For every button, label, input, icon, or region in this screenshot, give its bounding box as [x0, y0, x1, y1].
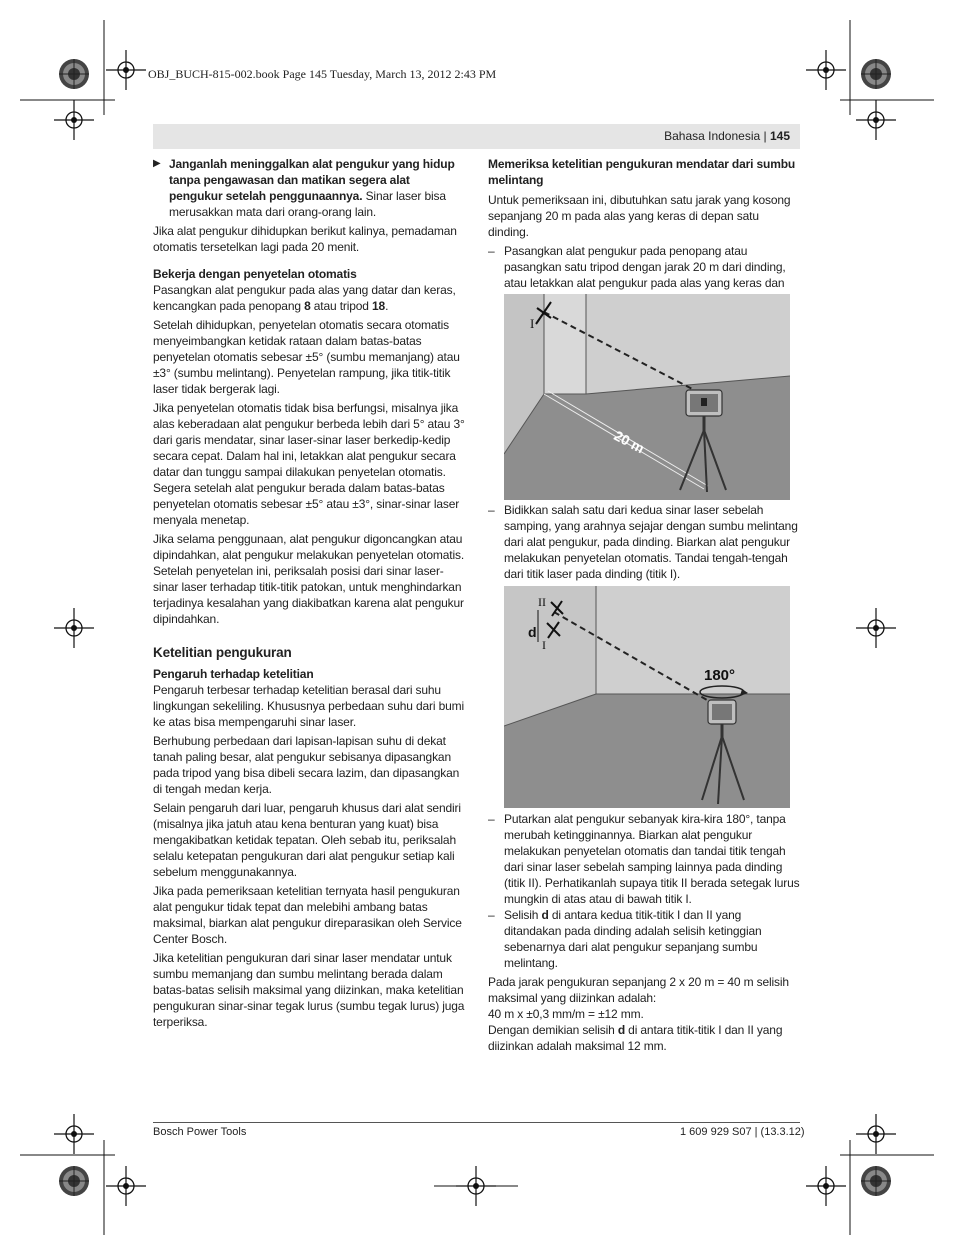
header-separator: | [760, 129, 770, 143]
triangle-bullet-icon: ▶ [153, 158, 161, 169]
auto-leveling-para-2: Setelah dihidupkan, penyetelan otomatis secara otomatis menyeimbangkan ketidak rataan dalam batas-batas penyetelan otomatis sebesar ±5° (sumbu memanjang) atau ±3° (sumbu melintang). Penyetelan rampung, jika titik-titik laser tidak bergerak lagi. [153, 318, 460, 396]
influence-heading: Pengaruh terhadap ketelitian [153, 667, 314, 681]
footer-brand: Bosch Power Tools [153, 1126, 247, 1138]
auto-off-paragraph: Jika alat pengukur dihidupkan berikut kalinya, pemadaman otomatis tersetelkan lagi pada 20 menit. [153, 224, 457, 254]
influence-para-1: Pengaruh terbesar terhadap ketelitian berasal dari suhu lingkungan sekeliling. Khususnya perbedaan suhu dari bumi ke atas bisa mempengaruhi sinar laser. [153, 683, 464, 729]
step-3: – Putarkan alat pengukur sebanyak kira-kira 180°, tanpa merubah ketingginannya. Biarkan alat pengukur melakukan penyetelan otomatis dan tandai titik tengah dari sinar laser sebelah samping lainnya pada dinding (titik II). Perhatikanlah supaya titik II berada setegak lurus mungkin di atas atau di bawah titik I. [488, 812, 800, 906]
auto-leveling-heading: Bekerja dengan penyetelan otomatis [153, 267, 357, 281]
fig2-point-lower: I [542, 638, 546, 652]
influence-para-3: Selain pengaruh dari luar, pengaruh khusus dari alat sendiri (misalnya jika jatuh atau kena benturan yang kuat) bisa mengakibatkan ketidak tepatan. Oleh sebab itu, periksalah selalu ketepatan pengukuran dari alat pengukur setiap kali sebelum menggunakannya. [153, 801, 461, 879]
deviation-para-2: 40 m x ±0,3 mm/m = ±12 mm. [488, 1007, 644, 1021]
step-1: – Pasangkan alat pengukur pada penopang atau pasangkan satu tripod dengan jarak 20 m dari dinding, atau letakkan alat pengukur pada alas yang keras dan [488, 244, 786, 290]
auto-leveling-para-4: Jika selama penggunaan, alat pengukur digoncangkan atau dipindahkan, alat pengukur melakukan penyetelan otomatis. Setelah penyetelan ini, periksalah posisi dari sinar laser-sinar laser terhadap titik-titik patokan, untuk menghindarkan terjadinya kesalahan yang diakibatkan karena alat pengukur dipindahkan. [153, 532, 464, 626]
figure-distance-setup [504, 294, 790, 500]
step-2: – Bidikkan salah satu dari kedua sinar laser sebelah samping, yang arahnya sejajar dengan sumbu melintang dari alat pengukur, pada dinding. Biarkan alat pengukur melakukan penyetelan otomatis. Tandai tengah-tengah dari titik laser pada dinding (titik I). [488, 503, 798, 581]
right-column-top [488, 156, 800, 310]
fig2-diff-label: d [528, 624, 537, 640]
figure-rotation-check [504, 586, 790, 808]
step-4: – Selisih d di antara kedua titik-titik I dan II yang ditandakan pada dinding adalah selisih ketinggian sebenarnya dari alat pengukur sepanjang sumbu melintang. [488, 908, 762, 970]
right-column-middle [488, 502, 800, 585]
print-info: OBJ_BUCH-815-002.book Page 145 Tuesday, March 13, 2012 2:43 PM [148, 67, 497, 81]
footer-rule [153, 1122, 800, 1123]
check-heading: Memeriksa ketelitian pengukuran mendatar dari sumbu melintang [488, 157, 796, 187]
header-text [664, 129, 790, 143]
left-column [153, 156, 465, 1033]
auto-leveling-para-1: Pasangkan alat pengukur pada alas yang datar dan keras, kencangkan pada penopang 8 atau tripod 18. [153, 283, 456, 313]
page-number: 145 [769, 129, 790, 143]
deviation-para-3: Dengan demikian selisih d di antara titik-titik I dan II yang diizinkan adalah maksimal 12 mm. [488, 1023, 783, 1053]
deviation-para-1: Pada jarak pengukuran sepanjang 2 x 20 m = 40 m selisih maksimal yang diizinkan adalah: [488, 975, 789, 1005]
influence-para-4: Jika pada pemeriksaan ketelitian ternyata hasil pengukuran alat pengukur tidak tepat dan melebihi ambang batas maksimal, biarkan alat pengukur direparasikan oleh Service Center Bosch. [153, 884, 462, 946]
fig1-distance-label: 20 m [611, 427, 648, 457]
accuracy-heading: Ketelitian pengukuran [153, 645, 292, 660]
influence-para-2: Berhubung perbedaan dari lapisan-lapisan suhu di dekat tanah paling besar, alat pengukur sebisanya dipasangkan pada tripod yang bisa dibeli secara lazim, dan dipasangkan di tengah medan kerja. [153, 734, 460, 796]
fig2-rotation-label: 180° [704, 667, 736, 684]
check-intro: Untuk pemeriksaan ini, dibutuhkan satu jarak yang kosong sepanjang 20 m pada alas yang keras di depan satu dinding. [488, 193, 791, 239]
right-column-bottom [488, 811, 800, 1054]
header-language: Bahasa Indonesia [664, 129, 761, 143]
warning-item [153, 156, 465, 220]
fig1-point-label: I [530, 316, 535, 331]
fig2-point-upper: II [538, 595, 546, 609]
warning-bold: Janganlah meninggalkan alat pengukur yang hidup tanpa pengawasan dan matikan segera alat pengukur setelah penggunaannya. [169, 157, 455, 203]
auto-leveling-para-3: Jika penyetelan otomatis tidak bisa berfungsi, misalnya jika alas keberadaan alat pengukur berbeda lebih dari 5° atau 3° dari garis mendatar, sinar laser-sinar laser berkedip-kedip secara cepat. Dalam hal ini, letakkan alat pengukur secara datar dan tunggu sampai dilakukan penyetelan otomatis. Segera setelah alat pengukur berada dalam batas-batas penyetelan otomatis sebesar ±5° atau ±3°, sinar-sinar laser menyala menetap. [153, 401, 465, 527]
page-header [153, 124, 800, 149]
footer-docnumber: 1 609 929 S07 | (13.3.12) [680, 1126, 805, 1138]
warning-rest: Sinar laser bisa merusakkan mata dari orang-orang lain. [169, 189, 446, 219]
influence-para-5: Jika ketelitian pengukuran dari sinar laser mendatar untuk sumbu memanjang dan sumbu melintang berada dalam batas-batas selisih maksimal yang diizinkan, maka ketelitian pengukuran sinar-sinar tegak lurus (sumbu tegak lurus) juga terperiksa. [153, 951, 465, 1029]
